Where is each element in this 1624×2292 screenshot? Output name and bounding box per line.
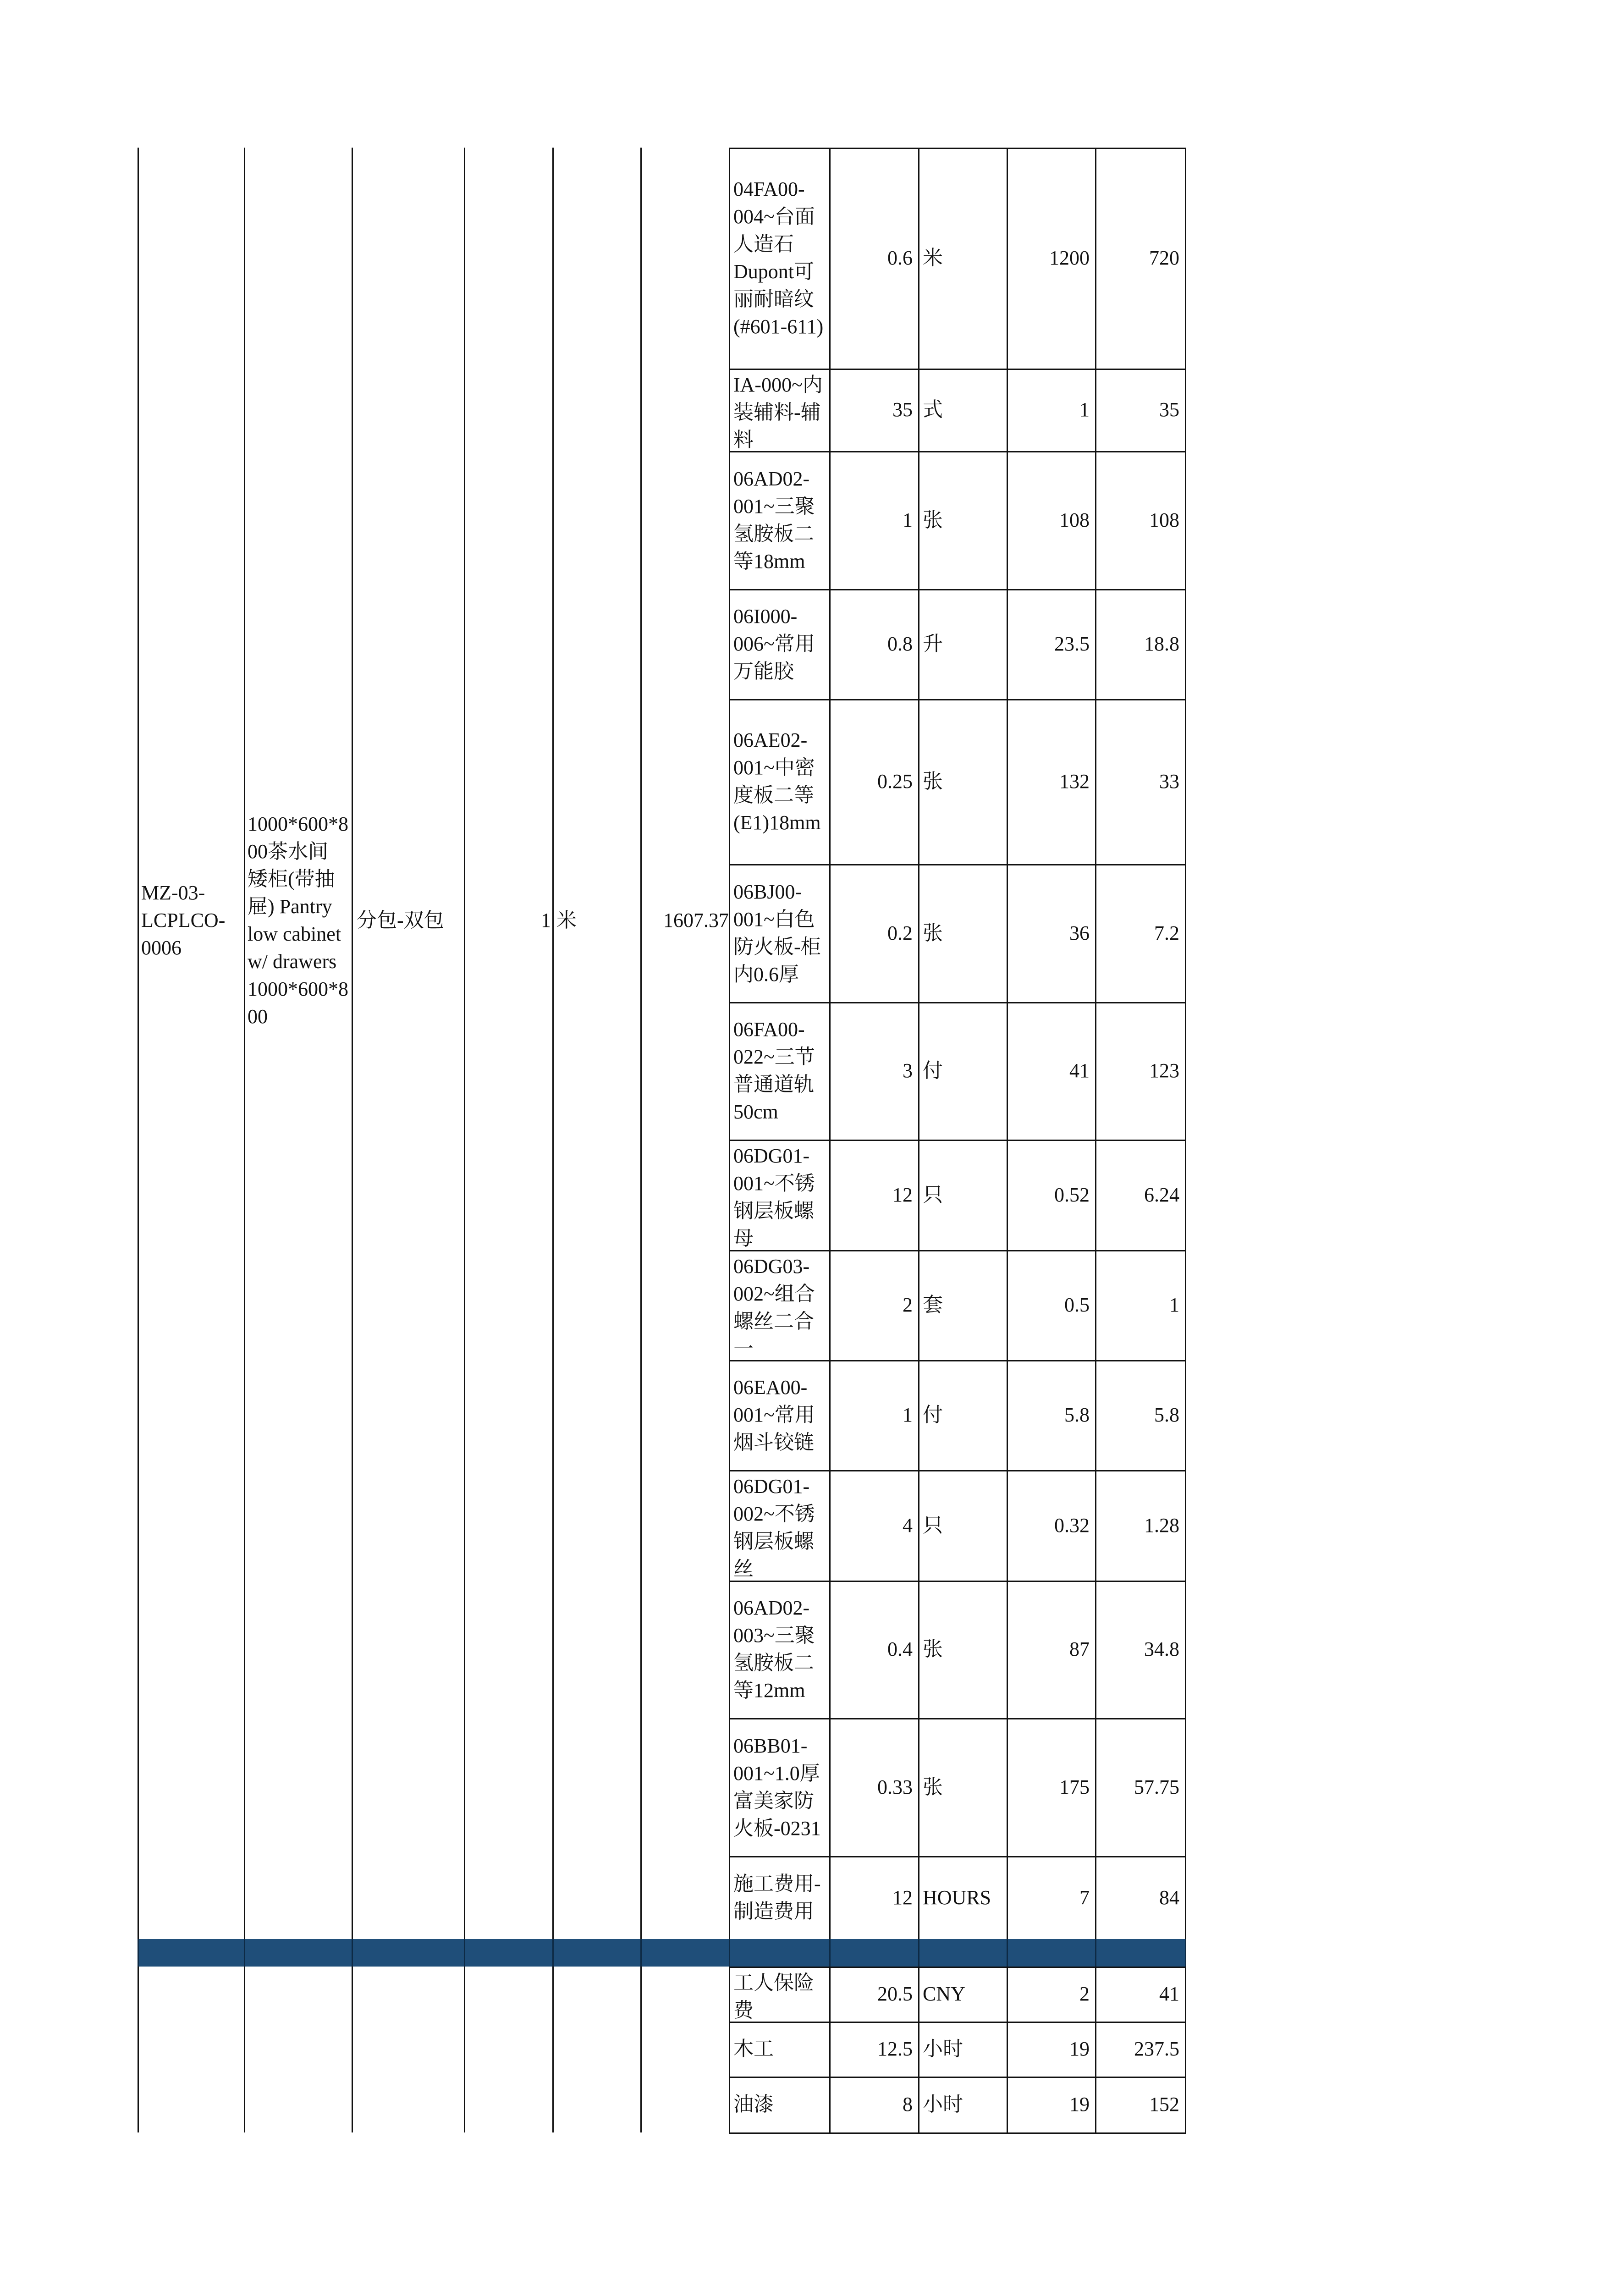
labor-unit: 小时	[923, 2093, 963, 2116]
material-price: 0.5	[1064, 1294, 1090, 1316]
material-name: 06AE02- 001~中密 度板二等 (E1)18mm	[733, 729, 821, 834]
table-column-divider	[1185, 148, 1186, 1939]
column-divider	[138, 148, 139, 2132]
material-qty: 0.2	[887, 921, 913, 944]
table-column-divider	[918, 148, 919, 1939]
table-row-divider	[729, 1140, 1186, 1141]
material-unit: 只	[923, 1514, 943, 1537]
material-price: 41	[1069, 1059, 1090, 1082]
material-name: 施工费用- 制造费用	[733, 1872, 821, 1923]
material-qty: 1	[903, 1404, 913, 1426]
labor-amount: 41	[1159, 1983, 1179, 2005]
table-row-divider	[729, 1470, 1186, 1471]
table-column-divider	[1007, 1967, 1008, 2132]
table-row-divider	[729, 369, 1186, 370]
table-row-divider	[729, 864, 1186, 865]
material-price: 1	[1079, 398, 1090, 421]
column-divider	[244, 148, 245, 2132]
material-price: 23.5	[1054, 633, 1090, 655]
item-category: 分包-双包	[357, 909, 444, 931]
table-column-divider	[1095, 148, 1096, 1939]
material-name: 06FA00- 022~三节 普通道轨 50cm	[733, 1018, 815, 1123]
material-amount: 5.8	[1154, 1404, 1179, 1426]
material-unit: 张	[923, 770, 943, 793]
table-row-divider	[729, 2077, 1186, 2078]
material-amount: 35	[1159, 398, 1179, 421]
material-unit: 张	[923, 921, 943, 944]
material-amount: 6.24	[1144, 1183, 1179, 1206]
material-name: 06AD02- 003~三聚 氢胺板二 等12mm	[733, 1597, 815, 1702]
material-price: 5.8	[1064, 1404, 1090, 1426]
band-divider	[464, 1939, 465, 1967]
material-amount: 1	[1169, 1294, 1179, 1316]
material-amount: 1.28	[1144, 1514, 1179, 1537]
material-name: 04FA00- 004~台面 人造石 Dupont可 丽耐暗纹 (#601-611)	[733, 178, 824, 338]
material-name: IA-000~内 装辅料-辅 料	[733, 374, 823, 451]
material-amount: 33	[1159, 770, 1179, 793]
material-price: 0.32	[1054, 1514, 1090, 1537]
material-name: 06DG01- 001~不锈 钢层板螺 母	[733, 1145, 815, 1250]
labor-price: 19	[1069, 2038, 1090, 2060]
item-code: MZ-03- LCPLCO- 0006	[141, 882, 226, 959]
material-unit: HOURS	[923, 1886, 991, 1909]
material-price: 108	[1059, 508, 1090, 531]
table-row-divider	[729, 589, 1186, 590]
material-unit: 升	[923, 633, 943, 655]
table-column-divider	[1185, 1967, 1186, 2132]
table-row-divider	[729, 2132, 1186, 2134]
table-row-divider	[729, 699, 1186, 700]
material-unit: 付	[923, 1059, 943, 1082]
labor-unit: 小时	[923, 2038, 963, 2060]
material-unit: 付	[923, 1404, 943, 1426]
labor-name: 木工	[733, 2038, 774, 2060]
band-divider	[640, 1939, 642, 1967]
material-amount: 7.2	[1154, 921, 1179, 944]
material-unit: 米	[923, 247, 943, 269]
table-row-divider	[729, 1718, 1186, 1719]
material-unit: 张	[923, 508, 943, 531]
material-qty: 4	[903, 1514, 913, 1537]
material-qty: 0.6	[887, 247, 913, 269]
material-price: 0.52	[1054, 1183, 1090, 1206]
table-column-divider	[1095, 1967, 1096, 2132]
table-column-divider	[729, 148, 730, 1939]
band-divider	[829, 1939, 831, 1967]
material-amount: 18.8	[1144, 633, 1179, 655]
band-divider	[1007, 1939, 1008, 1967]
material-qty: 35	[892, 398, 913, 421]
material-name: 06DG01- 002~不锈 钢层板螺 丝	[733, 1475, 815, 1580]
labor-qty: 20.5	[877, 1983, 913, 2005]
material-unit: 套	[923, 1294, 943, 1316]
material-price: 87	[1069, 1638, 1090, 1660]
material-qty: 0.33	[877, 1775, 913, 1798]
item-quantity: 1	[541, 909, 551, 931]
band-divider	[352, 1939, 353, 1967]
band-divider	[729, 1939, 730, 1967]
labor-amount: 237.5	[1134, 2038, 1179, 2060]
material-amount: 123	[1149, 1059, 1179, 1082]
material-name: 06EA00- 001~常用 烟斗铰链	[733, 1376, 815, 1454]
labor-qty: 12.5	[877, 2038, 913, 2060]
band-divider	[244, 1939, 245, 1967]
material-price: 36	[1069, 921, 1090, 944]
table-column-divider	[918, 1967, 919, 2132]
band-divider	[1185, 1939, 1186, 1967]
material-amount: 84	[1159, 1886, 1179, 1909]
material-qty: 0.4	[887, 1638, 913, 1660]
material-qty: 0.25	[877, 770, 913, 793]
labor-amount: 152	[1149, 2093, 1179, 2116]
labor-price: 19	[1069, 2093, 1090, 2116]
table-row-divider	[729, 148, 1186, 149]
material-unit: 只	[923, 1183, 943, 1206]
item-total: 1607.37	[663, 909, 729, 931]
material-price: 132	[1059, 770, 1090, 793]
band-divider	[918, 1939, 919, 1967]
material-qty: 12	[892, 1886, 913, 1909]
material-unit: 张	[923, 1775, 943, 1798]
material-name: 06AD02- 001~三聚 氢胺板二 等18mm	[733, 467, 815, 573]
table-row-divider	[729, 1967, 1186, 1968]
material-amount: 34.8	[1144, 1638, 1179, 1660]
band-divider	[1095, 1939, 1096, 1967]
labor-name: 油漆	[733, 2093, 774, 2116]
column-divider	[352, 148, 353, 2132]
column-divider	[552, 148, 554, 2132]
labor-name: 工人保险 费	[733, 1972, 814, 2022]
labor-unit: CNY	[923, 1983, 965, 2005]
item-unit: 米	[556, 909, 577, 931]
material-price: 7	[1079, 1886, 1090, 1909]
item-description: 1000*600*8 00茶水间 矮柜(带抽 屉) Pantry low cabinet w/ drawers 1000*600*8 00	[248, 813, 348, 1028]
table-row-divider	[729, 1002, 1186, 1003]
table-column-divider	[729, 1967, 730, 2132]
material-qty: 12	[892, 1183, 913, 1206]
band-divider	[552, 1939, 554, 1967]
column-divider	[464, 148, 465, 2132]
labor-qty: 8	[903, 2093, 913, 2116]
material-qty: 0.8	[887, 633, 913, 655]
material-qty: 3	[903, 1059, 913, 1082]
band-divider	[138, 1939, 139, 1967]
material-price: 175	[1059, 1775, 1090, 1798]
section-separator-band	[138, 1939, 1186, 1967]
table-column-divider	[829, 1967, 831, 2132]
table-column-divider	[1007, 148, 1008, 1939]
material-amount: 108	[1149, 508, 1179, 531]
table-column-divider	[829, 148, 831, 1939]
material-name: 06BJ00- 001~白色 防火板-柜 内0.6厚	[733, 880, 821, 986]
column-divider	[640, 148, 642, 2132]
material-name: 06I000- 006~常用 万能胶	[733, 605, 815, 683]
material-unit: 式	[923, 398, 943, 421]
material-qty: 2	[903, 1294, 913, 1316]
material-amount: 720	[1149, 247, 1179, 269]
labor-price: 2	[1079, 1983, 1090, 2005]
table-row-divider	[729, 1856, 1186, 1857]
material-amount: 57.75	[1134, 1775, 1179, 1798]
material-unit: 张	[923, 1638, 943, 1660]
material-price: 1200	[1049, 247, 1090, 269]
material-qty: 1	[903, 508, 913, 531]
material-name: 06BB01- 001~1.0厚 富美家防 火板-0231	[733, 1734, 821, 1840]
material-name: 06DG03- 002~组合 螺丝二合 一	[733, 1255, 815, 1360]
